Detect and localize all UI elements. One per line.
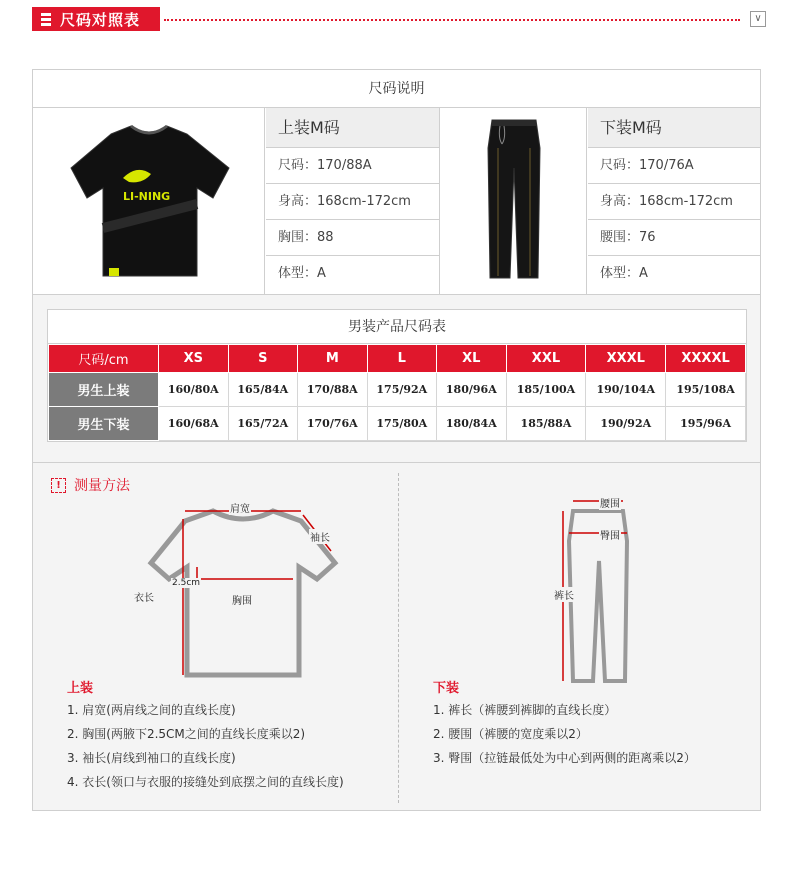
chest-label: 胸围 [231, 592, 253, 607]
table-row [49, 407, 746, 441]
svg-text:LI-NING: LI-NING [123, 190, 171, 203]
top-spec-row: 体型：A [278, 266, 326, 281]
offset-label: 2.5cm [172, 578, 201, 588]
waist-label: 腰围 [599, 495, 621, 510]
top-note: 4. 衣长(领口与衣服的接缝处到底摆之间的直线长度) [67, 775, 344, 789]
size-cell: 160/68A [159, 407, 229, 441]
size-cell: 165/84A [228, 373, 298, 407]
header-title: 尺码对照表 [60, 10, 141, 29]
size-col-header: XS [159, 345, 229, 373]
header-dotted-line [164, 19, 740, 21]
size-table [47, 309, 747, 442]
top-spec [266, 108, 439, 292]
list-icon [38, 7, 60, 31]
bottom-spec-row: 尺码：170/76A [588, 148, 760, 184]
size-cell: 195/96A [666, 407, 746, 441]
size-cell: 165/72A [228, 407, 298, 441]
size-cell: 185/88A [506, 407, 586, 441]
hip-label: 臀围 [599, 527, 621, 542]
size-col-header: S [228, 345, 298, 373]
bottom-spec-row: 身高：168cm-172cm [588, 184, 760, 220]
section-header [32, 7, 766, 31]
size-cell: 185/100A [506, 373, 586, 407]
size-cell: 170/88A [298, 373, 368, 407]
section-divider [398, 473, 399, 803]
bottom-note: 2. 腰围（裤腰的宽度乘以2） [433, 727, 588, 741]
size-col-header: M [298, 345, 368, 373]
size-table-title: 男装产品尺码表 [48, 310, 746, 344]
bottom-note: 3. 臀围（拉链最低处为中心到两侧的距离乘以2） [433, 751, 696, 765]
size-corner: 尺码/cm [49, 345, 159, 373]
size-col-header: XXXXL [666, 345, 746, 373]
bottom-spec-row: 体型：A [600, 266, 648, 281]
header-tag [32, 7, 160, 31]
bottom-note: 1. 裤长（裤腰到裤脚的直线长度） [433, 703, 617, 717]
top-spec-row: 身高：168cm-172cm [266, 184, 439, 220]
measure-section [33, 462, 760, 810]
shoulder-label: 肩宽 [229, 500, 251, 515]
row-label: 男生上装 [49, 373, 159, 407]
size-col-header: XXXL [586, 345, 666, 373]
pants-image [439, 108, 587, 294]
size-guide-panel [32, 69, 761, 811]
size-col-header: L [367, 345, 437, 373]
bottom-spec-heading: 下装M码 [588, 108, 760, 148]
size-col-header: XL [437, 345, 507, 373]
pants-length-label: 裤长 [553, 587, 575, 602]
chevron-down-icon[interactable]: ∨ [750, 11, 766, 27]
top-spec-row: 尺码：170/88A [266, 148, 439, 184]
bottom-category: 下装 [433, 681, 460, 696]
size-col-header: XXL [506, 345, 586, 373]
spec-section [33, 108, 760, 295]
pants-icon [440, 108, 588, 294]
tshirt-image [33, 108, 265, 294]
size-header-row [49, 345, 746, 373]
alert-icon: ! [51, 478, 66, 493]
measure-title-text: 测量方法 [74, 478, 130, 494]
size-table-grid [48, 344, 746, 441]
measure-title [51, 475, 130, 495]
top-spec-heading: 上装M码 [266, 108, 439, 148]
size-cell: 195/108A [666, 373, 746, 407]
size-cell: 180/96A [437, 373, 507, 407]
size-cell: 190/92A [586, 407, 666, 441]
size-cell: 175/92A [367, 373, 437, 407]
top-note: 1. 肩宽(两肩线之间的直线长度) [67, 703, 236, 717]
spec-title: 尺码说明 [33, 70, 760, 108]
top-spec-row: 胸围：88 [266, 220, 439, 256]
row-label: 男生下装 [49, 407, 159, 441]
size-cell: 175/80A [367, 407, 437, 441]
length-label: 衣长 [133, 589, 155, 604]
size-cell: 190/104A [586, 373, 666, 407]
table-row [49, 373, 746, 407]
tshirt-icon [33, 108, 265, 294]
size-cell: 180/84A [437, 407, 507, 441]
bottom-spec [588, 108, 760, 292]
top-note: 3. 袖长(肩线到袖口的直线长度) [67, 751, 236, 765]
top-note: 2. 胸围(两腋下2.5CM之间的直线长度乘以2) [67, 727, 306, 741]
sleeve-label: 袖长 [309, 529, 331, 544]
size-cell: 160/80A [159, 373, 229, 407]
bottom-spec-row: 腰围：76 [588, 220, 760, 256]
size-cell: 170/76A [298, 407, 368, 441]
top-category: 上装 [67, 681, 94, 696]
